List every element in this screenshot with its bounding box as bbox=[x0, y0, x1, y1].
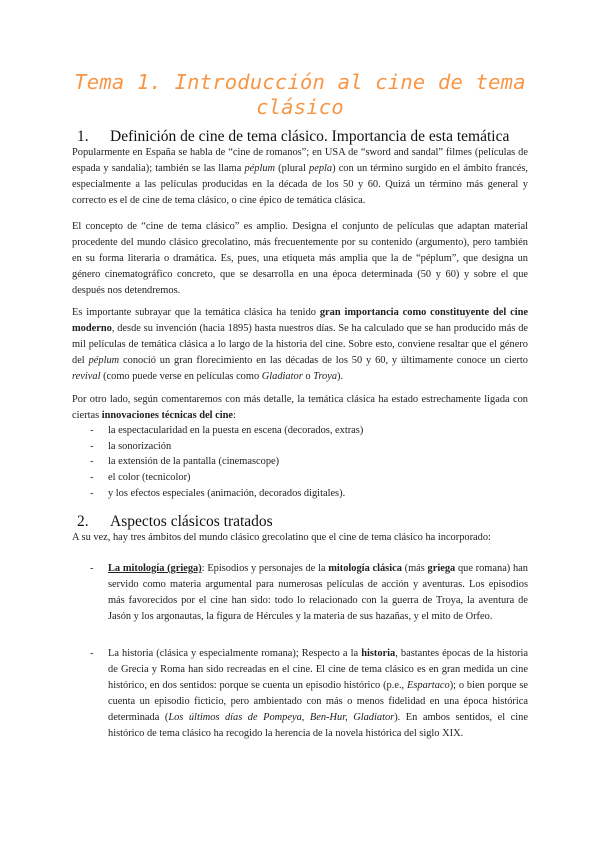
p3-term-revival: revival bbox=[72, 371, 101, 382]
list-item: - y los efectos especiales (animación, decorados digitales). bbox=[90, 486, 528, 502]
item1-emphasis-1: mitología clásica bbox=[328, 563, 402, 574]
item1-text-f: que romana) han servido como materia argumental para numerosas películas de acción y aventuras. Los episodios más favorecidos por el cine han sido: todo lo relacionado con la guerra de Troya, la aventura de Jasón y los argonautas, la figura de Hércules y la materia de sus hazañas, y el mito de Orfeo. bbox=[108, 563, 528, 622]
p1-term-peplum: péplum bbox=[244, 163, 276, 174]
item1-text-b: : Episodios y personajes de la bbox=[201, 563, 329, 574]
p4-text-a: Por otro lado, según comentaremos con más detalle, la temática clásica ha estado estrechamente ligada con ciertas bbox=[72, 394, 528, 421]
list-item-history bbox=[72, 646, 528, 742]
p1-text-c: (plural bbox=[275, 163, 310, 174]
p3-text-g: (como puede verse en películas como bbox=[100, 371, 262, 382]
item2-text-g: ). En ambos sentidos, el cine histórico de tema clásico ha recogido la herencia de la novela histórica del siglo XIX. bbox=[108, 712, 528, 739]
p3-term-peplum: péplum bbox=[88, 355, 120, 366]
section-2-title: Aspectos clásicos tratados bbox=[110, 513, 273, 530]
p3-film-gladiator: Gladiator bbox=[261, 371, 303, 382]
item2-films: Los últimos días de Pompeya, Ben-Hur, Gladiator bbox=[168, 712, 395, 723]
item2-text-a: La historia (clásica y especialmente romana); Respecto a la bbox=[108, 648, 362, 659]
section-2-number: 2. bbox=[77, 513, 89, 530]
p3-text-k: ). bbox=[337, 371, 344, 382]
section-1-title: Definición de cine de tema clásico. Importancia de esta temática bbox=[110, 128, 510, 145]
item1-emphasis-2: griega bbox=[427, 563, 456, 574]
item2-emphasis: historia bbox=[361, 648, 396, 659]
item1-text-d: (más bbox=[401, 563, 428, 574]
p3-text-a: Es importante subrayar que la temática clásica ha tenido bbox=[72, 307, 320, 318]
document-title: Tema 1. Introducción al cine de tema clásico bbox=[74, 70, 526, 119]
p4-text-c: : bbox=[233, 410, 236, 421]
p3-text-c: , desde su invención (hacia 1895) hasta nuestros días. Se ha calculado que se han producido más de mil películas de temática clásica a lo largo de la historia del cine. Sobre esto, conviene resaltar que el género del bbox=[72, 323, 528, 366]
innovations-list bbox=[90, 423, 528, 502]
p3-text-e: conoció un gran florecimiento en las décadas de los 50 y 60, y últimamente conoce un cierto bbox=[119, 355, 529, 366]
list-item-mythology bbox=[72, 561, 528, 625]
list-item: - el color (tecnicolor) bbox=[90, 470, 528, 486]
item2-text-e: ); o bien porque se cuenta un episodio ficticio, pero ambientado con más o menos fidelidad en una época histórica determinada ( bbox=[108, 680, 528, 723]
list-item: - la sonorización bbox=[90, 439, 528, 455]
section-1-number: 1. bbox=[77, 128, 89, 145]
paragraph-5: A su vez, hay tres ámbitos del mundo clásico grecolatino que el cine de tema clásico ha incorporado: bbox=[72, 532, 491, 543]
p3-film-troya: Troya bbox=[313, 371, 338, 382]
paragraph-3 bbox=[72, 305, 528, 385]
paragraph-2: El concepto de “cine de tema clásico” es amplio. Designa el conjunto de películas que adaptan material procedente del mundo clásico grecolatino, más frecuentemente por su contenido (argumento), pero también en su forma literaria o dramática. Es, pues, una etiqueta más amplia que la de “péplum”, que designa un género cinematográfico concreto, que se desarrolla en una época determinada (50 y 60) y sobre el que después nos detendremos. bbox=[72, 221, 528, 296]
p4-emphasis: innovaciones técnicas del cine bbox=[101, 410, 234, 421]
list-item: - la extensión de la pantalla (cinemascope) bbox=[90, 454, 528, 470]
item2-text-c: , bastantes épocas de la historia de Grecia y Roma han sido recreadas en el cine. El cine de tema clásico es en gran medida un cine histórico, en dos sentidos: porque se cuenta un episodio histórico (p.e., bbox=[108, 648, 528, 691]
p1-term-pepla: pepla bbox=[309, 163, 333, 174]
p3-emphasis: gran importancia como constituyente del cine moderno bbox=[72, 307, 528, 334]
p1-text-e: ) con un término surgido en el ámbito francés, especialmente a las películas producidas en la década de los 50 y 60. Quizá un término más general y correcto es el de cine de tema clásico, o cine épico de temática clásica. bbox=[72, 163, 528, 206]
section-1-heading bbox=[72, 128, 509, 146]
dash-marker: - bbox=[90, 563, 94, 574]
paragraph-4 bbox=[72, 392, 528, 424]
p3-text-i: o bbox=[302, 371, 314, 382]
item1-heading: La mitología (griega) bbox=[108, 563, 202, 574]
section-2-heading bbox=[72, 513, 273, 531]
paragraph-1 bbox=[72, 145, 528, 209]
dash-marker: - bbox=[90, 648, 94, 659]
p1-text-a: Popularmente en España se habla de “cine de romanos”; en USA de “sword and sandal” filmes (películas de espada y sandalia); también se las llama bbox=[72, 147, 528, 174]
list-item: - la espectacularidad en la puesta en escena (decorados, extras) bbox=[90, 423, 528, 439]
item2-film-espartaco: Espartaco bbox=[406, 680, 450, 691]
